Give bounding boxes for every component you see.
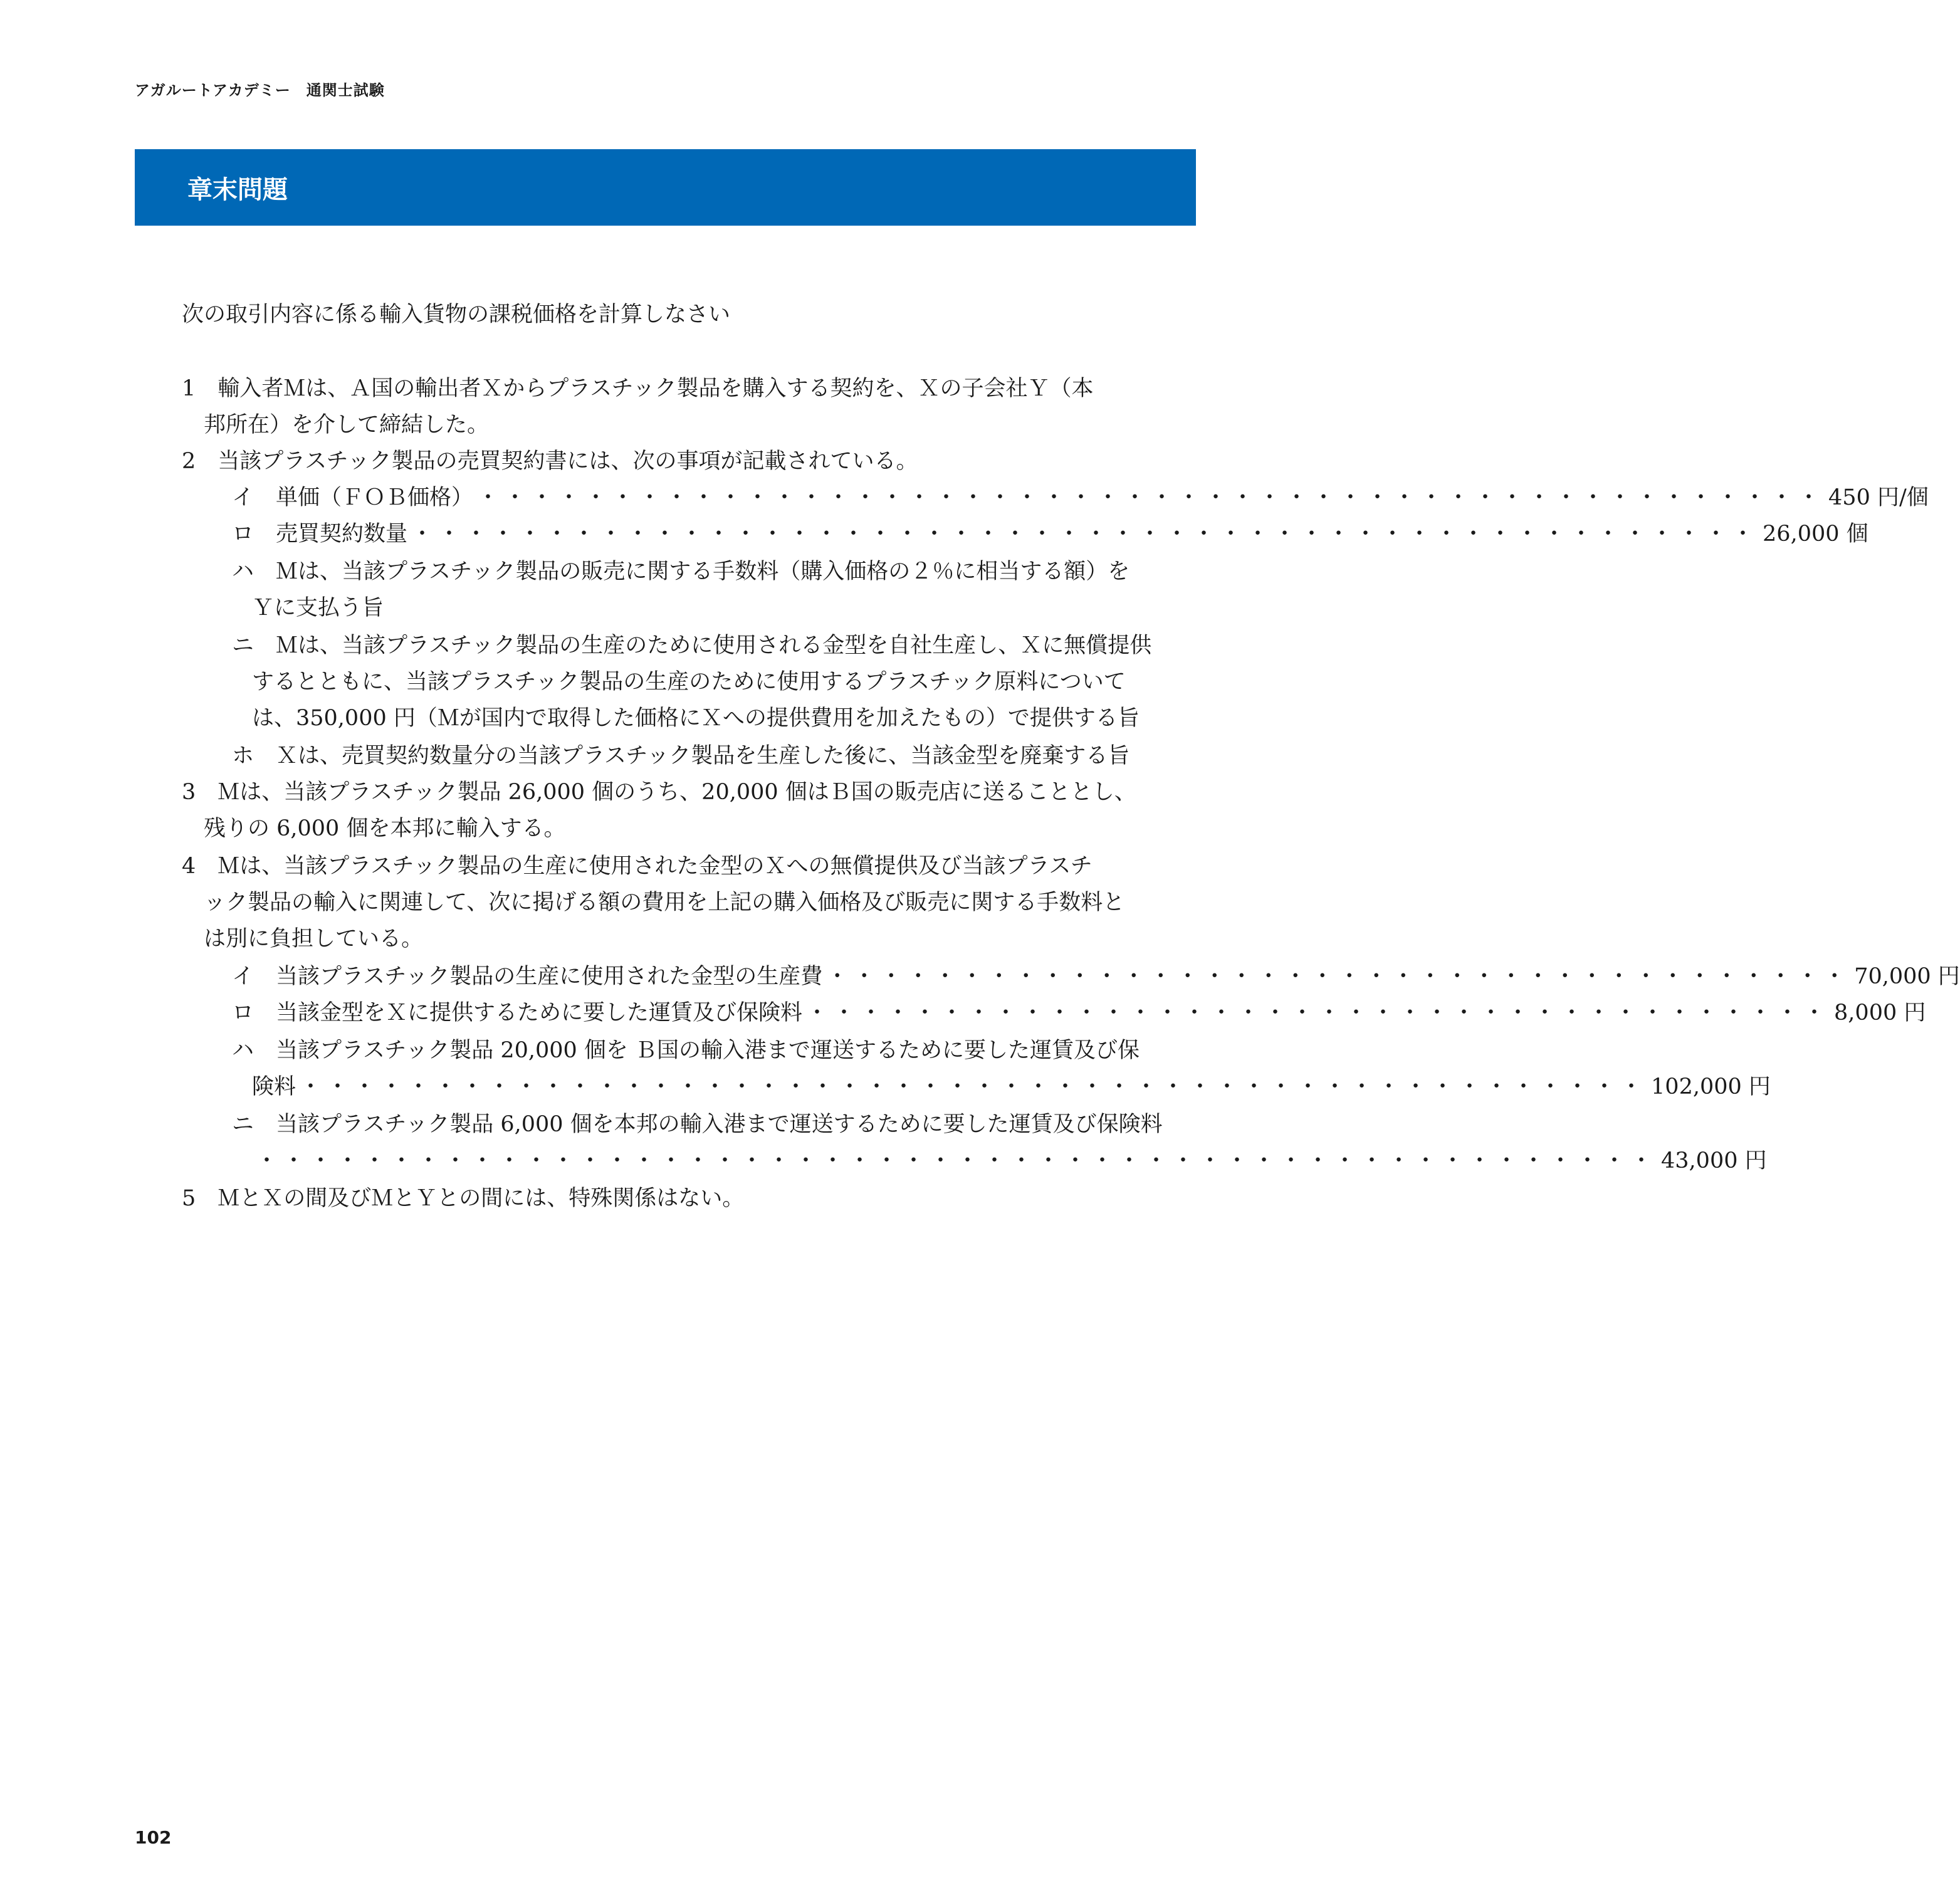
unit-price-label: イ 単価（ＦＯＢ価格） (232, 485, 474, 510)
japan-freight-value: 43,000 円 (1661, 1148, 1767, 1173)
item-2-d-line-3: は、350,000 円（Ｍが国内で取得した価格にＸへの提供費用を加えたもの）で提供する旨 (252, 706, 1140, 731)
quantity-value: 26,000 個 (1763, 522, 1868, 547)
item-4-d-row (252, 1146, 1767, 1176)
mold-cost-label: イ 当該プラスチック製品の生産に使用された金型の生産費 (232, 964, 823, 989)
item-1-line-1: 1 輸入者Ｍは、Ａ国の輸出者Ｘからプラスチック製品を購入する契約を、Ｘの子会社Ｙ（本 (182, 376, 1094, 401)
item-2-d-line-2: するとともに、当該プラスチック製品の生産のために使用するプラスチック原料について (252, 669, 1126, 695)
item-2-c-line-2: Ｙに支払う旨 (252, 595, 384, 621)
item-2-c-line-1: ハ Ｍは、当該プラスチック製品の販売に関する手数料（購入価格の２％に相当する額）を (232, 559, 1130, 584)
dot-leader: ・・・・・・・・・・・・・・・・・・・・・・・・・・・・・・・・・・・・・・ (826, 964, 1851, 989)
item-4-c-row (252, 1072, 1771, 1102)
page-number: 102 (135, 1827, 172, 1848)
b-country-freight-label: 険料 (252, 1074, 296, 1099)
mold-cost-value: 70,000 円 (1854, 964, 1960, 989)
running-header: アガルートアカデミー 通関士試験 (135, 81, 385, 99)
dot-leader: ・・・・・・・・・・・・・・・・・・・・・・・・・・・・・・・・・・・・・・・・・・・・・・・・・・・・ (256, 1148, 1658, 1173)
dot-leader: ・・・・・・・・・・・・・・・・・・・・・・・・・・・・・・・・・・・・・・ (806, 1000, 1831, 1025)
section-title: 章末問題 (187, 175, 288, 204)
quantity-label: ロ 売買契約数量 (232, 522, 408, 547)
item-5-line-1: 5 ＭとＸの間及びＭとＹとの間には、特殊関係はない。 (182, 1186, 745, 1211)
item-4-mold-freight-row (232, 998, 1926, 1028)
dot-leader: ・・・・・・・・・・・・・・・・・・・・・・・・・・・・・・・・・・・・・・・・・・・・・・・・・・ (477, 485, 1825, 510)
item-2-unit-price-row (232, 483, 1929, 513)
unit-price-value: 450 円/個 (1828, 485, 1929, 510)
item-4-c-line-1: ハ 当該プラスチック製品 20,000 個を Ｂ国の輸入港まで運送するために要した運賃及び保 (232, 1038, 1140, 1063)
item-1-line-2: 邦所在）を介して締結した。 (204, 412, 490, 438)
mold-freight-label: ロ 当該金型をＸに提供するために要した運賃及び保険料 (232, 1000, 803, 1025)
mold-freight-value: 8,000 円 (1834, 1000, 1926, 1025)
section-title-band (135, 149, 1196, 226)
item-4-line-3: は別に負担している。 (204, 926, 424, 952)
item-3-line-1: 3 Ｍは、当該プラスチック製品 26,000 個のうち、20,000 個はＢ国の販売店に送ることとし、 (182, 780, 1136, 805)
item-4-line-1: 4 Ｍは、当該プラスチック製品の生産に使用された金型のＸへの無償提供及び当該プラスチ (182, 854, 1093, 879)
item-3-line-2: 残りの 6,000 個を本邦に輸入する。 (204, 816, 566, 841)
b-country-freight-value: 102,000 円 (1651, 1074, 1771, 1099)
dot-leader: ・・・・・・・・・・・・・・・・・・・・・・・・・・・・・・・・・・・・・・・・・・・・・・・・・・ (411, 522, 1759, 547)
item-2-quantity-row (232, 519, 1868, 549)
instruction-text: 次の取引内容に係る輸入貨物の課税価格を計算しなさい (182, 302, 731, 327)
item-4-mold-cost-row (232, 962, 1960, 992)
item-2-line-1: 2 当該プラスチック製品の売買契約書には、次の事項が記載されている。 (182, 449, 918, 474)
item-4-d-line-1: ニ 当該プラスチック製品 6,000 個を本邦の輸入港まで運送するために要した運賃及び保険料 (232, 1112, 1163, 1137)
item-2-d-line-1: ニ Ｍは、当該プラスチック製品の生産のために使用される金型を自社生産し、Ｘに無償提供 (232, 633, 1152, 658)
item-4-line-2: ック製品の輸入に関連して、次に掲げる額の費用を上記の購入価格及び販売に関する手数料と (204, 890, 1125, 915)
dot-leader: ・・・・・・・・・・・・・・・・・・・・・・・・・・・・・・・・・・・・・・・・・・・・・・・・・・ (300, 1074, 1648, 1099)
item-2-e-line-1: ホ Ｘは、売買契約数量分の当該プラスチック製品を生産した後に、当該金型を廃棄する旨 (232, 743, 1130, 768)
